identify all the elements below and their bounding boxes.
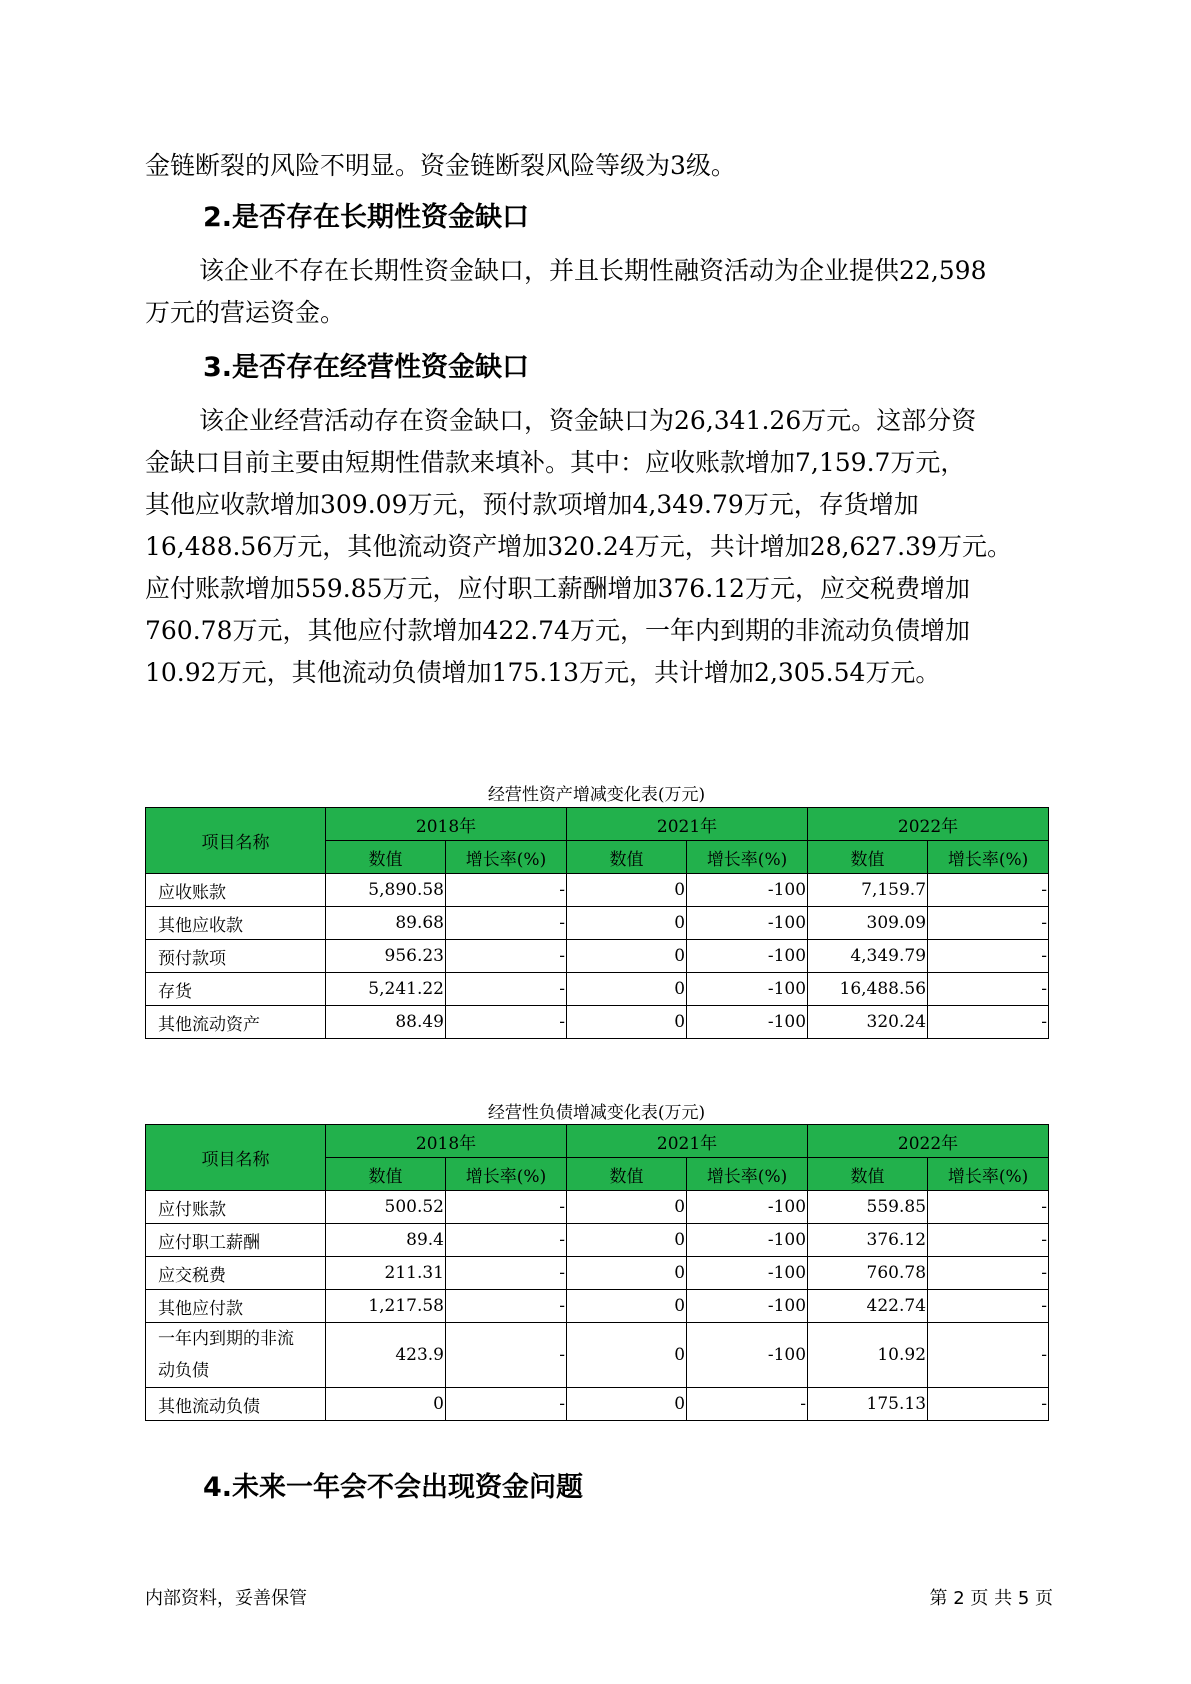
row-label: 其他流动资产 <box>146 1006 326 1039</box>
cell-rate: - <box>446 973 567 1006</box>
column-header-year: 2018年 <box>326 1125 567 1158</box>
paragraph-line: 10.92万元，其他流动负债增加175.13万元，共计增加2,305.54万元。 <box>145 658 941 687</box>
cell-value: 0 <box>567 1191 687 1224</box>
cell-value: 0 <box>567 940 687 973</box>
cell-value: 0 <box>567 973 687 1006</box>
column-header-rate: 增长率(%) <box>687 1158 808 1191</box>
column-header-year: 2018年 <box>326 808 567 841</box>
cell-rate: - <box>446 1224 567 1257</box>
column-header-year: 2022年 <box>808 808 1049 841</box>
table-row <box>146 1290 1049 1323</box>
row-label: 存货 <box>146 973 326 1006</box>
table-row <box>146 1257 1049 1290</box>
cell-rate: -100 <box>687 973 808 1006</box>
cell-rate: - <box>446 907 567 940</box>
cell-value: 0 <box>567 907 687 940</box>
row-label: 应收账款 <box>146 874 326 907</box>
cell-rate: - <box>928 1006 1049 1039</box>
row-label: 其他应收款 <box>146 907 326 940</box>
cell-value: 89.68 <box>326 907 446 940</box>
cell-value: 376.12 <box>808 1224 928 1257</box>
cell-rate: - <box>928 1290 1049 1323</box>
cell-value: 423.9 <box>326 1323 446 1388</box>
cell-rate: - <box>928 907 1049 940</box>
cell-rate: -100 <box>687 940 808 973</box>
paragraph-line: 金缺口目前主要由短期性借款来填补。其中：应收账款增加7,159.7万元， <box>145 448 966 477</box>
column-header-item: 项目名称 <box>146 808 326 874</box>
cell-value: 760.78 <box>808 1257 928 1290</box>
cell-rate: - <box>928 1388 1049 1421</box>
table-row <box>146 874 1049 907</box>
cell-value: 211.31 <box>326 1257 446 1290</box>
cell-rate: -100 <box>687 1191 808 1224</box>
cell-rate: -100 <box>687 1224 808 1257</box>
cell-value: 1,217.58 <box>326 1290 446 1323</box>
cell-rate: -100 <box>687 1323 808 1388</box>
paragraph-line: 其他应收款增加309.09万元，预付款项增加4,349.79万元，存货增加 <box>145 490 919 519</box>
cell-rate: - <box>928 973 1049 1006</box>
cell-rate: - <box>446 874 567 907</box>
liabilities-table <box>145 1124 1049 1421</box>
cell-value: 0 <box>567 1257 687 1290</box>
column-header-value: 数值 <box>567 1158 687 1191</box>
section-heading-3: 3.是否存在经营性资金缺口 <box>203 352 530 383</box>
cell-rate: - <box>446 1388 567 1421</box>
cell-rate: - <box>446 1323 567 1388</box>
cell-value: 0 <box>326 1388 446 1421</box>
paragraph-1 <box>145 145 1060 187</box>
table-row <box>146 1006 1049 1039</box>
cell-rate: -100 <box>687 1290 808 1323</box>
cell-value: 500.52 <box>326 1191 446 1224</box>
cell-value: 309.09 <box>808 907 928 940</box>
table-row <box>146 1388 1049 1421</box>
row-label: 预付款项 <box>146 940 326 973</box>
cell-value: 422.74 <box>808 1290 928 1323</box>
column-header-rate: 增长率(%) <box>446 1158 567 1191</box>
paragraph-line: 该企业经营活动存在资金缺口，资金缺口为26,341.26万元。这部分资 <box>199 406 977 435</box>
row-label: 应付账款 <box>146 1191 326 1224</box>
cell-rate: - <box>446 1257 567 1290</box>
cell-value: 16,488.56 <box>808 973 928 1006</box>
cell-rate: - <box>928 1257 1049 1290</box>
row-label: 应交税费 <box>146 1257 326 1290</box>
paragraph-line: 应付账款增加559.85万元，应付职工薪酬增加376.12万元，应交税费增加 <box>145 574 970 603</box>
cell-value: 5,241.22 <box>326 973 446 1006</box>
cell-rate: -100 <box>687 1006 808 1039</box>
cell-rate: -100 <box>687 1257 808 1290</box>
cell-rate: - <box>928 1191 1049 1224</box>
cell-rate: - <box>928 874 1049 907</box>
column-header-item: 项目名称 <box>146 1125 326 1191</box>
cell-rate: - <box>446 940 567 973</box>
table-header-row <box>146 808 1049 841</box>
column-header-rate: 增长率(%) <box>928 841 1049 874</box>
column-header-year: 2021年 <box>567 808 808 841</box>
footer-page-number: 第 2 页 共 5 页 <box>929 1588 1053 1609</box>
table-row <box>146 1191 1049 1224</box>
column-header-value: 数值 <box>567 841 687 874</box>
table-row <box>146 973 1049 1006</box>
cell-value: 0 <box>567 1290 687 1323</box>
cell-rate: - <box>928 1224 1049 1257</box>
cell-value: 0 <box>567 1323 687 1388</box>
row-label: 其他应付款 <box>146 1290 326 1323</box>
row-label: 应付职工薪酬 <box>146 1224 326 1257</box>
cell-value: 175.13 <box>808 1388 928 1421</box>
column-header-year: 2022年 <box>808 1125 1049 1158</box>
footer-confidential-note: 内部资料，妥善保管 <box>145 1588 307 1609</box>
row-label: 其他流动负债 <box>146 1388 326 1421</box>
cell-value: 5,890.58 <box>326 874 446 907</box>
cell-value: 0 <box>567 1006 687 1039</box>
cell-rate: -100 <box>687 907 808 940</box>
table-header-row <box>146 1125 1049 1158</box>
cell-value: 89.4 <box>326 1224 446 1257</box>
column-header-rate: 增长率(%) <box>446 841 567 874</box>
section-heading-4: 4.未来一年会不会出现资金问题 <box>203 1472 584 1503</box>
paragraph-line: 760.78万元，其他应付款增加422.74万元，一年内到期的非流动负债增加 <box>145 616 970 645</box>
cell-rate: - <box>446 1290 567 1323</box>
assets-table <box>145 807 1049 1039</box>
paragraph-line: 万元的营运资金。 <box>145 298 346 327</box>
cell-value: 320.24 <box>808 1006 928 1039</box>
cell-value: 88.49 <box>326 1006 446 1039</box>
cell-value: 559.85 <box>808 1191 928 1224</box>
column-header-rate: 增长率(%) <box>687 841 808 874</box>
table-row <box>146 1323 1049 1388</box>
cell-value: 4,349.79 <box>808 940 928 973</box>
cell-rate: - <box>928 1323 1049 1388</box>
cell-value: 7,159.7 <box>808 874 928 907</box>
cell-value: 0 <box>567 1388 687 1421</box>
cell-value: 0 <box>567 1224 687 1257</box>
cell-rate: - <box>446 1191 567 1224</box>
assets-table-caption: 经营性资产增减变化表(万元) <box>487 785 706 805</box>
cell-value: 10.92 <box>808 1323 928 1388</box>
column-header-value: 数值 <box>808 1158 928 1191</box>
table-row <box>146 907 1049 940</box>
cell-rate: - <box>928 940 1049 973</box>
row-label-line: 动负债 <box>158 1361 209 1381</box>
cell-rate: - <box>446 1006 567 1039</box>
cell-rate: - <box>687 1388 808 1421</box>
paragraph-line: 16,488.56万元，其他流动资产增加320.24万元，共计增加28,627.39万元。 <box>145 532 1012 561</box>
table-row <box>146 1224 1049 1257</box>
column-header-value: 数值 <box>326 1158 446 1191</box>
row-label-line: 一年内到期的非流 <box>158 1329 294 1349</box>
cell-rate: -100 <box>687 874 808 907</box>
column-header-year: 2021年 <box>567 1125 808 1158</box>
row-label <box>146 1323 326 1388</box>
paragraph-line: 该企业不存在长期性资金缺口，并且长期性融资活动为企业提供22,598 <box>199 256 987 285</box>
column-header-rate: 增长率(%) <box>928 1158 1049 1191</box>
liabilities-table-caption: 经营性负债增减变化表(万元) <box>487 1103 706 1123</box>
column-header-value: 数值 <box>808 841 928 874</box>
paragraph-line: 金链断裂的风险不明显。资金链断裂风险等级为3级。 <box>145 151 736 180</box>
cell-value: 956.23 <box>326 940 446 973</box>
table-row <box>146 940 1049 973</box>
cell-value: 0 <box>567 874 687 907</box>
section-heading-2: 2.是否存在长期性资金缺口 <box>203 202 530 233</box>
column-header-value: 数值 <box>326 841 446 874</box>
paragraph-3 <box>145 400 1060 694</box>
paragraph-2 <box>145 250 1060 334</box>
